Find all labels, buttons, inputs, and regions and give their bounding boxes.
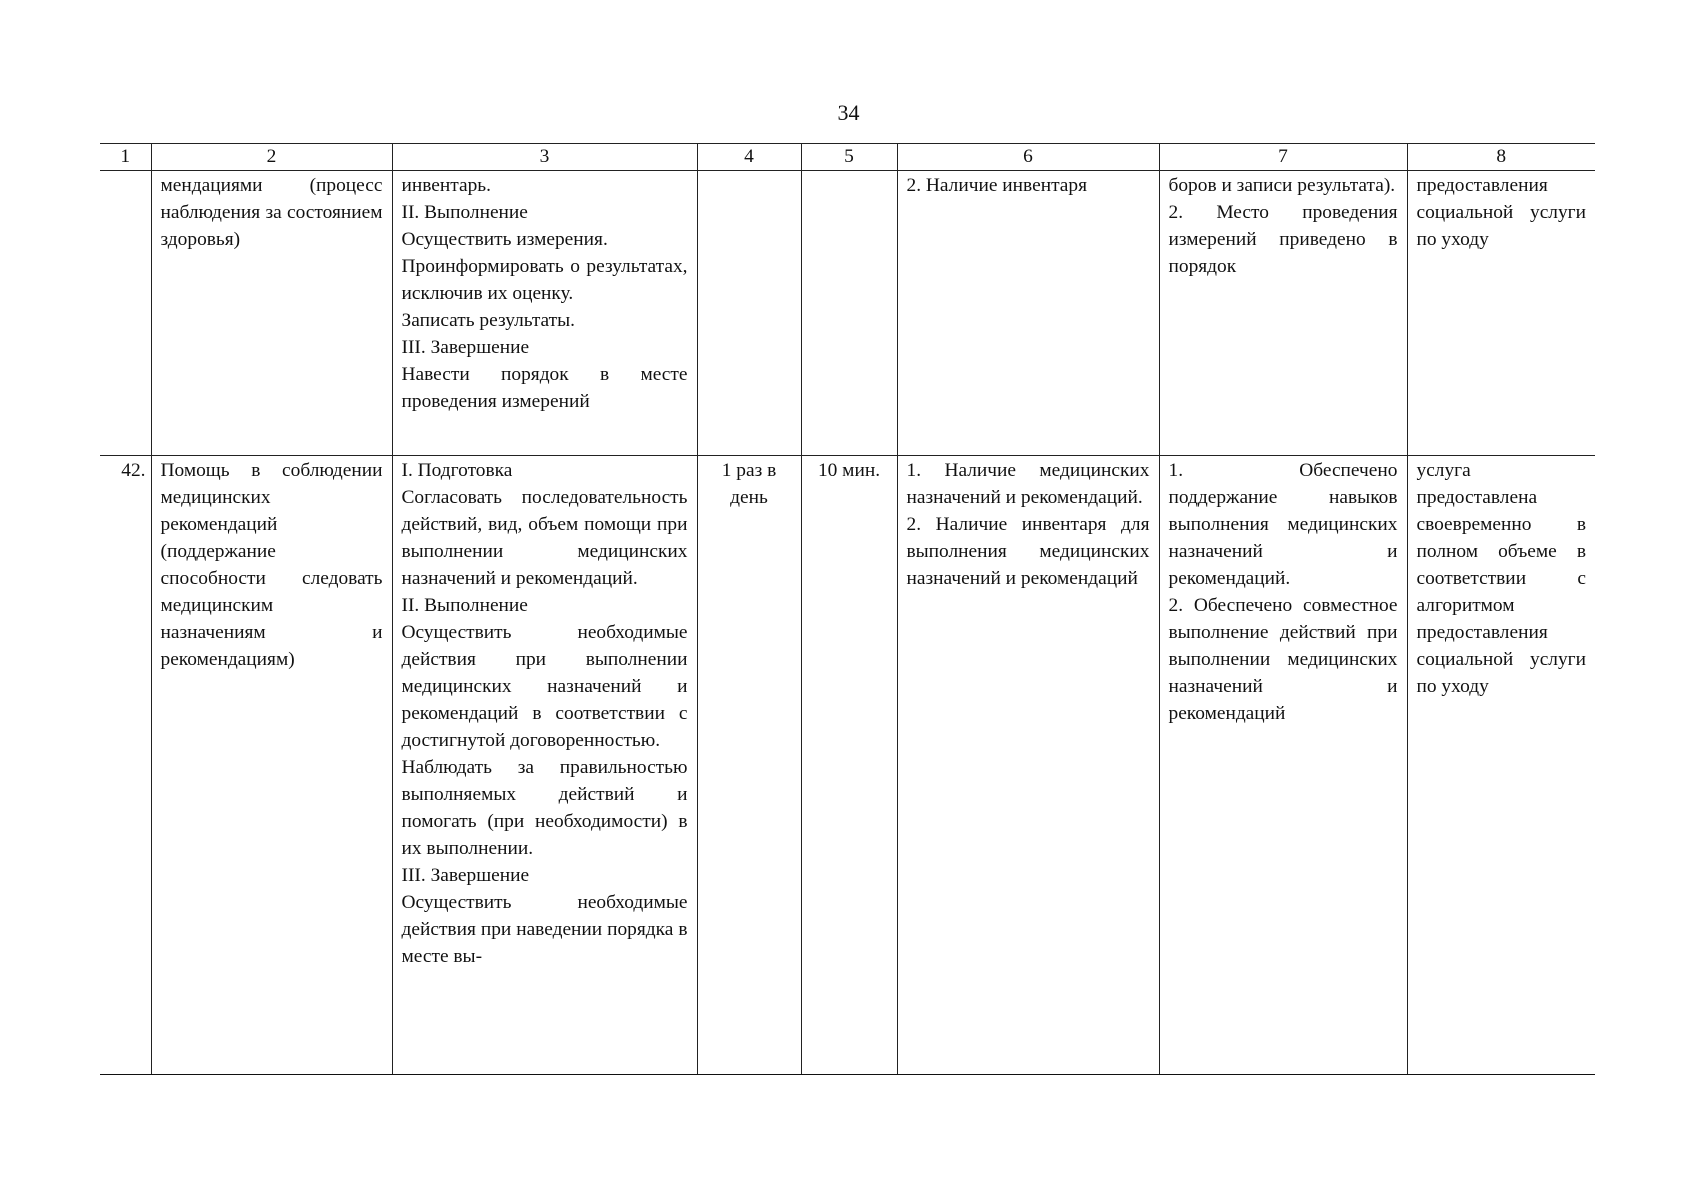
table-row <box>100 456 1595 1075</box>
frequency-cell <box>697 171 801 456</box>
indicator-item: боров и записи результата). <box>1168 175 1396 196</box>
procedure-line: Записать результаты. <box>401 310 576 331</box>
column-number-3: 3 <box>392 144 697 171</box>
procedure-line: Наблюдать за правильностью выполняемых действий и помогать (при необходимости) в их выполнении. <box>401 757 688 859</box>
procedure-stage-heading: II. Выполнение <box>401 595 528 616</box>
column-number-1: 1 <box>100 144 151 171</box>
procedure-line: Навести порядок в месте проведения измерений <box>401 364 688 412</box>
table-row <box>100 171 1595 456</box>
column-number-8: 8 <box>1407 144 1595 171</box>
column-numbers-row <box>100 144 1595 171</box>
procedure-line: Осуществить необходимые действия при выполнении медицинских назначений и рекомендаций в соответствии с достигнутой договоренностью. <box>401 622 688 751</box>
column-number-6: 6 <box>897 144 1159 171</box>
condition-item: 1. Наличие медицинских назначений и рекомендаций. <box>906 460 1150 508</box>
procedure-stage-heading: I. Подготовка <box>401 460 513 481</box>
procedure-line: Осуществить необходимые действия при наведении порядка в месте вы- <box>401 892 688 967</box>
conditions-cell <box>897 456 1159 1075</box>
column-number-4: 4 <box>697 144 801 171</box>
procedure-line: инвентарь. <box>401 175 491 196</box>
indicator-item: 2. Место проведения измерений приведено в порядок <box>1168 202 1398 277</box>
service-name-text: мендациями (процесс наблюдения за состоянием здоровья) <box>160 175 383 250</box>
duration-cell <box>801 171 897 456</box>
indicator-item: 2. Обеспечено совместное выполнение действий при выполнении медицинских назначений и рекомендаций <box>1168 595 1398 724</box>
column-number-7: 7 <box>1159 144 1407 171</box>
procedure-stage-heading: II. Выполнение <box>401 202 528 223</box>
duration-cell: 10 мин. <box>801 456 897 1075</box>
row-number-cell: 42. <box>100 456 151 1075</box>
condition-item: 2. Наличие инвентаря <box>906 175 1088 196</box>
procedure-line: Согласовать последовательность действий, вид, объем помощи при выполнении медицинских назначений и рекомендаций. <box>401 487 688 589</box>
quality-text: услуга предоставлена своевременно в полном объеме в соответствии с алгоритмом предоставления социальной услуги по уходу <box>1416 460 1586 697</box>
procedure-cell <box>392 171 697 456</box>
procedure-line: Проинформировать о результатах, исключив их оценку. <box>401 256 688 304</box>
indicators-cell <box>1159 456 1407 1075</box>
procedure-cell <box>392 456 697 1075</box>
procedure-line: Осуществить измерения. <box>401 229 608 250</box>
service-name-cell <box>151 171 392 456</box>
quality-text: предоставления социальной услуги по уходу <box>1416 175 1586 250</box>
column-number-2: 2 <box>151 144 392 171</box>
quality-cell <box>1407 171 1595 456</box>
column-number-5: 5 <box>801 144 897 171</box>
procedure-stage-heading: III. Завершение <box>401 337 530 358</box>
procedure-stage-heading: III. Завершение <box>401 865 530 886</box>
conditions-cell <box>897 171 1159 456</box>
indicators-cell <box>1159 171 1407 456</box>
row-number-cell <box>100 171 151 456</box>
service-name-text: Помощь в соблюдении медицинских рекомендаций (поддержание способности следовать медицинским назначениям и рекомендациям) <box>160 460 383 670</box>
condition-item: 2. Наличие инвентаря для выполнения медицинских назначений и рекомендаций <box>906 514 1150 589</box>
service-standards-table <box>100 143 1595 1075</box>
frequency-cell: 1 раз в день <box>697 456 801 1075</box>
service-name-cell <box>151 456 392 1075</box>
quality-cell <box>1407 456 1595 1075</box>
page-number: 34 <box>837 100 860 125</box>
indicator-item: 1. Обеспечено поддержание навыков выполнения медицинских назначений и рекомендаций. <box>1168 460 1398 589</box>
